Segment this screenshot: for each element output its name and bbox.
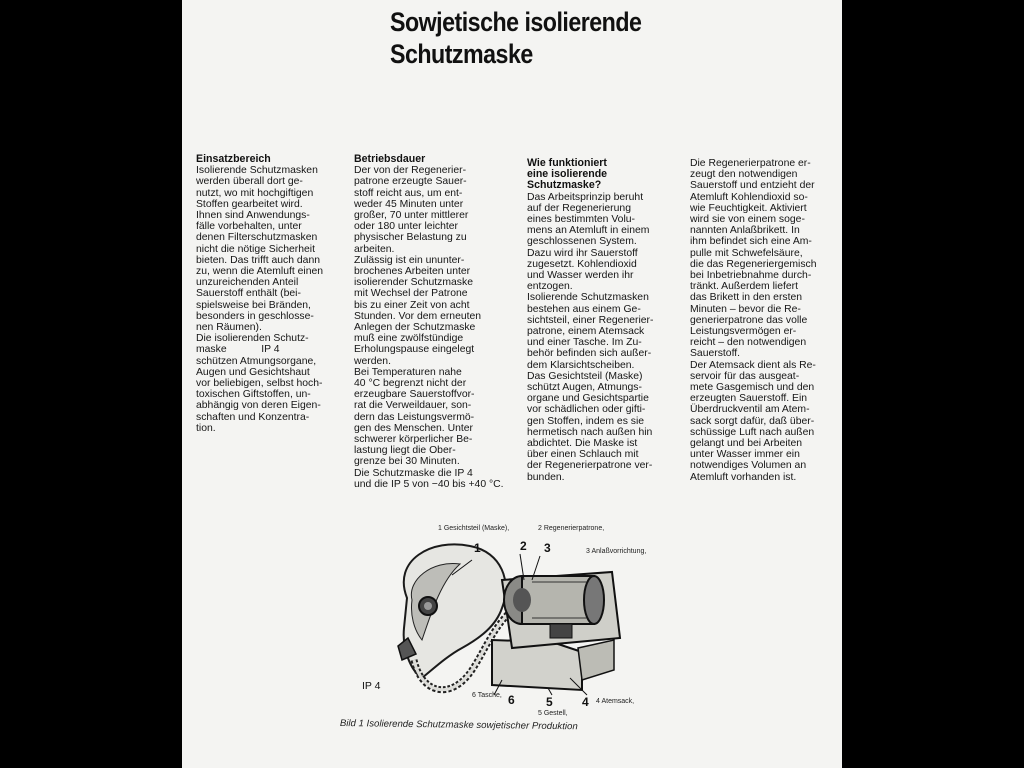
text-line: erzeugbare Sauerstoffvor- — [354, 389, 475, 401]
text-line: reicht – den notwendigen — [690, 337, 807, 349]
text-line: mit Wechsel der Patrone — [354, 288, 468, 300]
text-line: ihm befindet sich eine Am- — [690, 236, 812, 248]
article-title — [390, 6, 642, 70]
text-line: abdichtet. Die Maske ist — [527, 438, 638, 450]
text-line: Isolierende Schutzmasken — [196, 165, 318, 177]
label-anlassvorrichtung: 3 Anlaßvorrichtung, — [586, 548, 647, 555]
text-line: Ihnen sind Anwendungs- — [196, 210, 310, 222]
text-line: nannten Anlaßbrikett. In — [690, 225, 800, 237]
carry-bag — [492, 640, 582, 690]
text-line: gen des Menschen. Unter — [354, 422, 473, 434]
column-regenerierpatrone — [690, 158, 830, 483]
text-line: Sauerstoff enthält (bei- — [196, 288, 301, 300]
text-line: Stoffen gearbeitet wird. — [196, 198, 303, 210]
text-line: tion. — [196, 422, 216, 434]
text-line: behör befinden sich außer- — [527, 348, 652, 360]
text-line: Augen und Gesichtshaut — [196, 366, 310, 378]
model-label: IP 4 — [362, 680, 381, 692]
text-line: Atemluft vorhanden ist. — [690, 471, 797, 483]
text-line: toxischen Giftstoffen, un- — [196, 389, 311, 401]
label-gesichtsteil: 1 Gesichtsteil (Maske), — [438, 525, 510, 532]
text-line: mens an Atemluft in einem — [527, 225, 650, 237]
label-atemsack: 4 Atemsack, — [596, 698, 635, 705]
text-line: wie Feuchtigkeit. Aktiviert — [690, 202, 807, 214]
text-line: Erholungspause eingelegt — [354, 344, 475, 356]
figure-caption: Bild 1 Isolierende Schutzmaske sowjetischer Produktion — [339, 718, 578, 733]
text-line: entzogen. — [527, 281, 573, 293]
text-line: sichtsteil, einer Regenerier- — [527, 314, 654, 326]
text-line: nen Räumen). — [196, 322, 262, 334]
text-line: zeugt den notwendigen — [690, 169, 798, 181]
text-line: vor beliebigen, selbst hoch- — [196, 378, 323, 390]
text-line: zu, wenn die Atemluft einen — [196, 266, 324, 278]
text-line: patrone erzeugte Sauer- — [354, 176, 467, 188]
text-line: Anlegen der Schutzmaske — [354, 322, 476, 334]
text-line: weder 45 Minuten unter — [354, 198, 464, 210]
text-line: grenze bei 30 Minuten. — [354, 456, 460, 468]
text-line: unzureichenden Anteil — [196, 277, 299, 289]
text-line: erzeugten Sauerstoff. Ein — [690, 393, 808, 405]
text-line: der Regenerierpatrone ver- — [527, 460, 653, 472]
column-heading — [527, 158, 672, 192]
text-line: Das Arbeitsprinzip beruht — [527, 191, 644, 203]
text-line: brochenes Arbeiten unter — [354, 266, 471, 278]
label-tasche: 6 Tasche, — [472, 692, 502, 699]
text-line: unter Wasser immer ein — [690, 449, 800, 461]
gas-mask-figure — [352, 520, 652, 735]
text-line: 40 °C begrenzt nicht der — [354, 378, 467, 390]
text-line: notwendiges Volumen an — [690, 460, 807, 472]
column-body — [354, 165, 504, 490]
text-line: Der von der Regenerier- — [354, 165, 467, 177]
text-line: Überdruckventil am Atem- — [690, 404, 810, 416]
text-line: und Wasser werden ihr — [527, 270, 634, 282]
text-line: schüssige Luft nach außen — [690, 426, 815, 438]
text-line: isolierender Schutzmaske — [354, 277, 473, 289]
text-line: bestehen aus einem Ge- — [527, 303, 641, 315]
column-funktionsweise — [527, 158, 672, 483]
text-line: bunden. — [527, 471, 565, 483]
text-line: mete Gasgemisch und den — [690, 382, 815, 394]
text-line: schwerer körperlicher Be- — [354, 434, 473, 446]
text-line: sack sorgt dafür, daß über- — [690, 415, 815, 427]
label-gestell: 5 Gestell, — [538, 710, 568, 717]
text-line: muß eine zwölfstündige — [354, 333, 464, 345]
text-line: werden. — [354, 355, 391, 367]
text-line: dem Klarsichtscheiben. — [527, 359, 635, 371]
text-line: Sauerstoff. — [690, 348, 741, 360]
text-line: maske IP 4 — [196, 344, 280, 356]
text-line: gelangt und bei Arbeiten — [690, 438, 803, 450]
title-line-2: Schutzmaske — [390, 39, 533, 69]
text-line: Dazu wird ihr Sauerstoff — [527, 247, 638, 259]
text-line: tränkt. Außerdem liefert — [690, 281, 798, 293]
text-line: die das Regeneriergemisch — [690, 258, 817, 270]
text-line: nicht die nötige Sicherheit — [196, 243, 315, 255]
text-line: patrone, einem Atemsack — [527, 326, 645, 338]
heading-line: Wie funktioniert — [527, 157, 607, 169]
text-line: eines bestimmten Volu- — [527, 214, 636, 226]
column-body — [690, 158, 830, 483]
text-line: lastung liegt die Ober- — [354, 445, 456, 457]
number-5: 5 — [546, 695, 553, 709]
document-page — [182, 0, 842, 768]
number-3: 3 — [544, 541, 551, 555]
text-line: abhängig von deren Eigen- — [196, 400, 321, 412]
text-line: Die Schutzmaske die IP 4 — [354, 467, 473, 479]
heading-line: eine isolierende — [527, 168, 608, 181]
text-line: oder 180 unter leichter — [354, 221, 458, 233]
text-line: Bei Temperaturen nahe — [354, 366, 462, 378]
text-line: physischer Belastung zu — [354, 232, 467, 244]
text-line: Stunden. Vor dem erneuten — [354, 310, 482, 322]
column-heading: Betriebsdauer — [354, 153, 426, 165]
text-line: bieten. Das trifft auch dann — [196, 254, 320, 266]
text-line: und einer Tasche. Im Zu- — [527, 337, 642, 349]
column-einsatzbereich — [196, 154, 336, 434]
text-line: denen Filterschutzmasken — [196, 232, 318, 244]
text-line: schützen Atmungsorgane, — [196, 355, 317, 367]
text-line: das Brikett in den ersten — [690, 292, 803, 304]
number-1: 1 — [474, 541, 481, 555]
text-line: schützt Augen, Atmungs- — [527, 382, 642, 394]
text-line: servoir für das ausgeat- — [690, 370, 800, 382]
number-2: 2 — [520, 539, 527, 553]
text-line: über einen Schlauch mit — [527, 449, 639, 461]
starter-device — [550, 624, 572, 638]
text-line: zugesetzt. Kohlendioxid — [527, 258, 637, 270]
text-line: bei Inbetriebnahme durch- — [690, 270, 812, 282]
column-body — [196, 165, 336, 434]
text-line: generierpatrone das volle — [690, 314, 808, 326]
text-line: dern das Leistungsvermö- — [354, 411, 475, 423]
title-line-1: Sowjetische isolierende — [390, 7, 642, 37]
number-4: 4 — [582, 695, 589, 709]
text-line: Die isolierenden Schutz- — [196, 333, 309, 345]
text-line: und die IP 5 von −40 bis +40 °C. — [354, 478, 504, 490]
text-line: Der Atemsack dient als Re- — [690, 359, 816, 371]
text-line: spielsweise bei Bränden, — [196, 299, 311, 311]
text-line: pulle mit Schwefelsäure, — [690, 247, 803, 259]
text-line: Leistungsvermögen er- — [690, 326, 797, 338]
text-line: Das Gesichtsteil (Maske) — [527, 370, 643, 382]
text-line: Isolierende Schutzmasken — [527, 292, 649, 304]
column-betriebsdauer — [354, 153, 504, 490]
text-line: organe und Gesichtspartie — [527, 393, 649, 405]
label-regenerierpatrone: 2 Regenerierpatrone, — [538, 525, 605, 532]
text-line: Zulässig ist ein ununter- — [354, 254, 465, 266]
text-line: bis zu einer Zeit von acht — [354, 299, 470, 311]
column-heading: Einsatzbereich — [196, 153, 271, 165]
text-line: vor schädlichen oder gifti- — [527, 404, 646, 416]
text-line: besonders in geschlosse- — [196, 310, 314, 322]
text-line: Atemluft Kohlendioxid so- — [690, 191, 808, 203]
text-line: auf der Regenerierung — [527, 202, 631, 214]
text-line: fälle vorbehalten, unter — [196, 221, 302, 233]
text-line: Die Regenerierpatrone er- — [690, 158, 811, 169]
text-line: geschlossenen System. — [527, 236, 637, 248]
column-body — [527, 192, 672, 483]
number-6: 6 — [508, 693, 515, 707]
text-line: gen Stoffen, indem es sie — [527, 415, 645, 427]
text-line: arbeiten. — [354, 243, 395, 255]
text-line: schaften und Konzentra- — [196, 411, 310, 423]
text-line: nutzt, wo mit hochgiftigen — [196, 187, 314, 199]
text-line: Minuten – bevor die Re- — [690, 303, 801, 315]
text-line: großer, 70 unter mittlerer — [354, 210, 469, 222]
text-line: werden überall dort ge- — [196, 176, 303, 188]
text-line: wird sie von einem soge- — [690, 214, 805, 226]
text-line: stoff reicht aus, um ent- — [354, 187, 463, 199]
text-line: Sauerstoff und entzieht der — [690, 180, 815, 192]
text-line: rat die Verweildauer, son- — [354, 400, 472, 412]
text-line: hermetisch nach außen hin — [527, 426, 653, 438]
heading-line: Schutzmaske? — [527, 179, 602, 192]
